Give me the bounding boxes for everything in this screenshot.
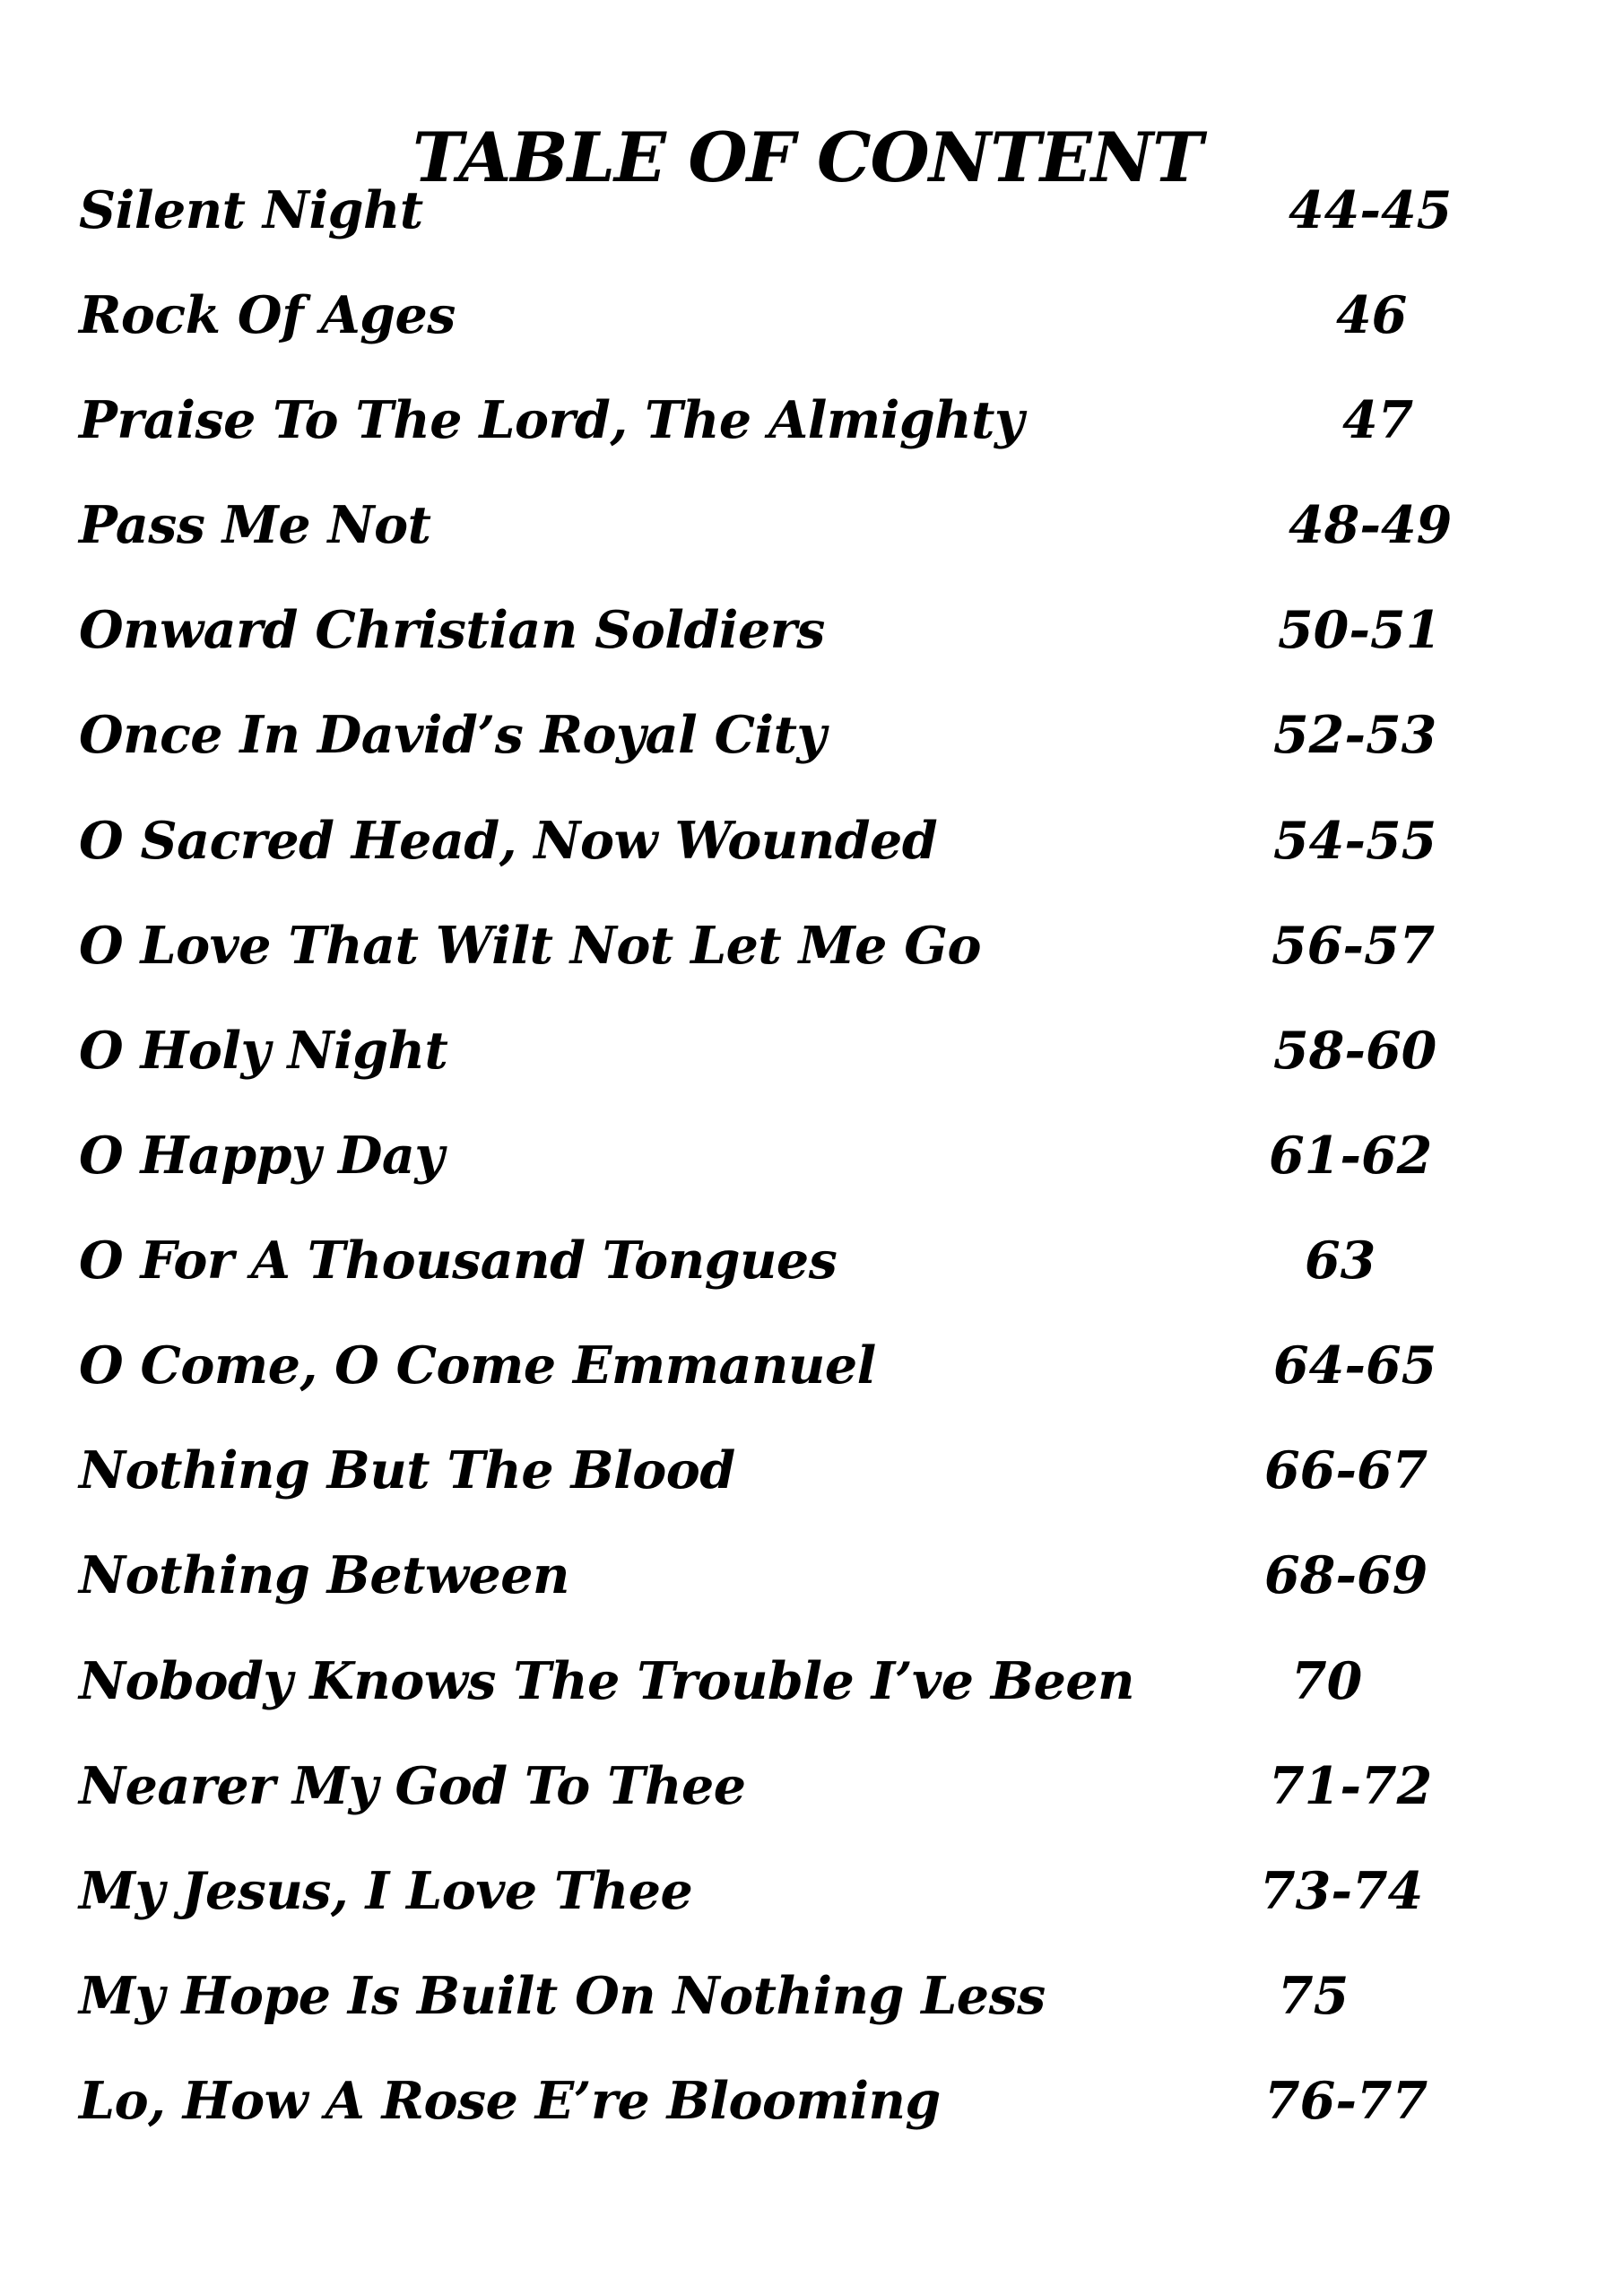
toc-entry [0,1535,1623,1616]
toc-entry-title: Pass Me Not [79,495,431,555]
toc-entry [0,906,1623,987]
toc-entry-page-range: 48-49 [1289,495,1453,555]
toc-entry-page-range: 47 [1342,390,1414,450]
toc-entry [0,1956,1623,2037]
toc-entry [0,1116,1623,1196]
toc-entry-page-range: 56-57 [1271,916,1436,976]
toc-entry-page-range: 58-60 [1273,1021,1437,1081]
toc-entry-page-range: 54-55 [1273,811,1437,871]
toc-entry-title: Silent Night [79,180,423,240]
toc-entry-page-range: 73-74 [1260,1861,1424,1921]
toc-entry-title: Praise To The Lord, The Almighty [79,390,1024,450]
toc-entry [0,1326,1623,1406]
toc-entry-title: Nothing But The Blood [79,1440,735,1500]
toc-entry [0,801,1623,882]
toc-entry-title: Nearer My God To Thee [79,1756,746,1816]
toc-entry-title: O Love That Wilt Not Let Me Go [79,916,981,976]
toc-entry-page-range: 44-45 [1289,180,1453,240]
toc-entry [0,1746,1623,1827]
toc-entry-page-range: 61-62 [1269,1126,1433,1186]
toc-entry-page-range: 46 [1336,285,1408,345]
toc-entry [0,1641,1623,1722]
toc-entry [0,2061,1623,2142]
toc-entry-title: Lo, How A Rose E’re Blooming [79,2071,941,2131]
toc-entry [0,590,1623,671]
toc-entry-title: My Hope Is Built On Nothing Less [79,1966,1046,2026]
toc-entry-title: O For A Thousand Tongues [79,1231,838,1291]
toc-entry [0,1431,1623,1511]
toc-entry-page-range: 75 [1278,1966,1350,2026]
toc-entry-page-range: 70 [1291,1651,1363,1711]
toc-entry-page-range: 66-67 [1264,1440,1428,1500]
toc-entry-title: O Holy Night [79,1021,448,1081]
toc-entry-title: Nobody Knows The Trouble I’ve Been [79,1651,1135,1711]
page-title: TABLE OF CONTENT [412,117,1202,197]
toc-entry-page-range: 52-53 [1273,705,1437,765]
toc-entry [0,1011,1623,1091]
toc-entry-page-range: 63 [1305,1231,1376,1291]
toc-entry-title: Once In David’s Royal City [79,705,827,765]
toc-entry-page-range: 64-65 [1273,1335,1437,1396]
toc-entry [0,485,1623,566]
toc-entry-page-range: 68-69 [1264,1545,1428,1605]
toc-entry-title: O Come, O Come Emmanuel [79,1335,876,1396]
toc-entry-page-range: 71-72 [1269,1756,1433,1816]
toc-entry [0,380,1623,461]
toc-entry-page-range: 76-77 [1264,2071,1428,2131]
toc-entry-title: O Happy Day [79,1126,444,1186]
toc-entry-title: Onward Christian Soldiers [79,600,825,660]
toc-entry-title: Rock Of Ages [79,285,456,345]
toc-entry [0,170,1623,251]
toc-entry [0,695,1623,776]
toc-entry [0,275,1623,356]
toc-entry [0,1851,1623,1932]
toc-entry-title: Nothing Between [79,1545,569,1605]
toc-entry [0,1221,1623,1301]
toc-entry-title: My Jesus, I Love Thee [79,1861,693,1921]
toc-entry-title: O Sacred Head, Now Wounded [79,811,938,871]
toc-entry-page-range: 50-51 [1278,600,1442,660]
